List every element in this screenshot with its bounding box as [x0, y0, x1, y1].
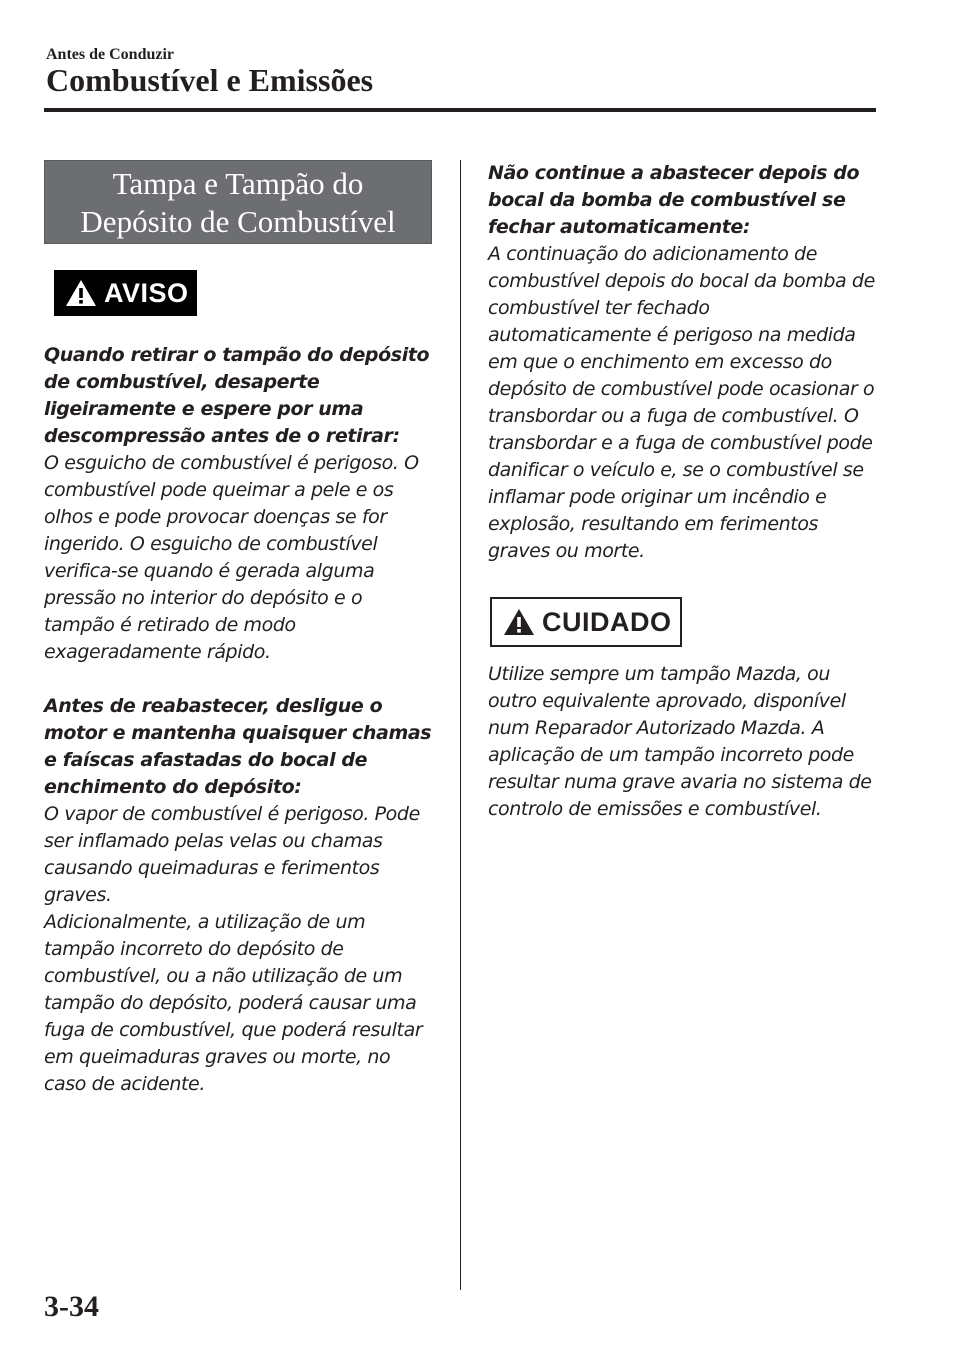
- page-title: Combustível e Emissões: [46, 62, 374, 98]
- aviso-item-3-heading: Não continue a abastecer depois do bocal da bomba de combustível se fechar automaticamente:: [488, 162, 860, 238]
- section-banner: [44, 160, 432, 244]
- aviso-item-1-heading: Quando retirar o tampão do depósito de combustível, desaperte ligeiramente e espere por uma descompressão antes de o retirar:: [44, 344, 430, 447]
- aviso-item-2-heading: Antes de reabastecer, desligue o motor e mantenha quaisquer chamas e faíscas afastadas do bocal de enchimento do depósito:: [44, 695, 432, 798]
- left-column: [44, 160, 434, 1098]
- title-rule: [44, 108, 876, 112]
- cuidado-label-text: CUIDADO: [542, 606, 672, 637]
- cuidado-body: Utilize sempre um tampão Mazda, ou outro equivalente aprovado, disponível num Reparador Autorizado Mazda. A aplicação de um tampão incorreto pode resultar numa grave avaria no sistema de controlo de emissões e combustível.: [488, 663, 872, 820]
- right-column: [488, 160, 878, 823]
- section-title-line1: Tampa e Tampão do: [112, 166, 364, 201]
- page-number: 3-34: [44, 1290, 99, 1323]
- aviso-label: [54, 270, 197, 316]
- aviso-item-2-body: O vapor de combustível é perigoso. Pode ser inflamado pelas velas ou chamas causando queimaduras e ferimentos graves.: [44, 803, 420, 906]
- warning-triangle-icon: [64, 278, 98, 308]
- aviso-item-1-body: O esguicho de combustível é perigoso. O combustível pode queimar a pele e os olhos e pode provocar doenças se for ingerido. O esguicho de combustível verifica-se quando é gerada alguma pressão no interior do depósito e o tampão é retirado de modo exageradamente rápido.: [44, 452, 419, 663]
- warning-triangle-icon: [502, 607, 536, 637]
- cuidado-label: [490, 597, 682, 647]
- aviso-label-text: AVISO: [104, 277, 189, 308]
- section-title-line2: Depósito de Combustível: [80, 204, 396, 239]
- column-divider: [460, 160, 461, 1290]
- breadcrumb: Antes de Conduzir: [46, 46, 175, 63]
- aviso-item-2-body2: Adicionalmente, a utilização de um tampão incorreto do depósito de combustível, ou a não utilização de um tampão do depósito, poderá causar uma fuga de combustível, que poderá resultar em queimaduras graves ou morte, no caso de acidente.: [44, 911, 423, 1095]
- aviso-item-3-body: A continuação do adicionamento de combustível depois do bocal da bomba de combustível ter fechado automaticamente é perigoso na medida em que o enchimento em excesso do depósito de combustível pode ocasionar o transbordar ou a fuga de combustível. O transbordar e a fuga de combustível pode danificar o veículo e, se o combustível se inflamar pode originar um incêndio e explosão, resultando em ferimentos graves ou morte.: [488, 243, 875, 562]
